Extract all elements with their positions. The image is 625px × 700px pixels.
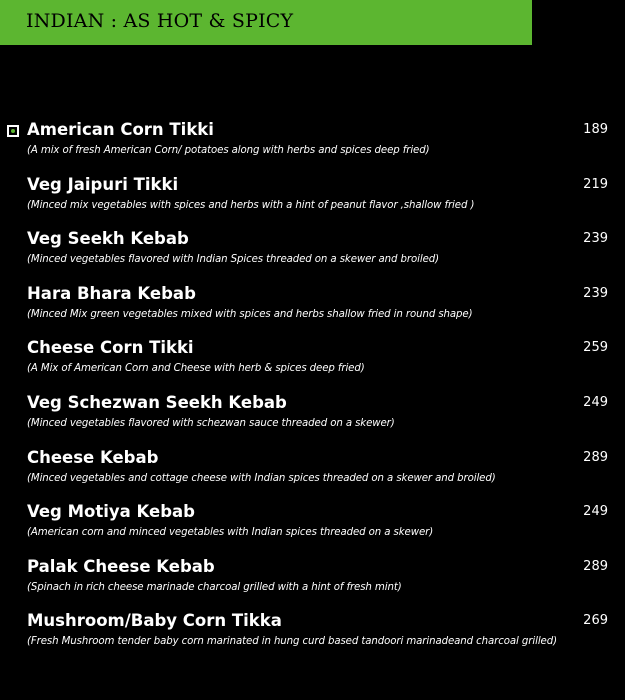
- menu-item-name: Mushroom/Baby Corn Tikka: [27, 611, 282, 631]
- menu-item-description: (Spinach in rich cheese marinade charcoal grilled with a hint of fresh mint): [27, 581, 402, 593]
- menu-item: [0, 501, 625, 556]
- menu-item: [0, 447, 625, 502]
- section-title: INDIAN : AS HOT & SPICY: [26, 10, 294, 32]
- menu-item: [0, 174, 625, 229]
- menu-item: [0, 610, 625, 665]
- menu-item-name: American Corn Tikki: [27, 120, 214, 139]
- menu-item-price: 189: [583, 122, 608, 137]
- menu-item-name: Veg Seekh Kebab: [27, 229, 189, 249]
- menu-item: [0, 556, 625, 611]
- menu-item-price: 289: [583, 449, 608, 465]
- menu-item-price: 269: [583, 613, 608, 629]
- menu-item: [0, 392, 625, 447]
- menu-item: [0, 283, 625, 338]
- menu-item-description: (Fresh Mushroom tender baby corn marinated in hung curd based tandoori marinadeand charcoal grilled): [27, 636, 557, 648]
- menu-item-name: Hara Bhara Kebab: [27, 283, 196, 303]
- menu-item-name: Veg Jaipuri Tikki: [27, 174, 179, 194]
- menu-item-name: Palak Cheese Kebab: [27, 556, 215, 576]
- menu-item-price: 249: [583, 504, 608, 520]
- menu-item: [0, 119, 625, 174]
- menu-item-price: 239: [583, 231, 608, 247]
- menu-item-description: (Minced Mix green vegetables mixed with spices and herbs shallow fried in round shape): [27, 308, 473, 320]
- menu-item-price: 239: [583, 285, 608, 301]
- menu-item-price: 259: [583, 340, 608, 356]
- menu-item: [0, 337, 625, 392]
- menu-item-name: Cheese Kebab: [27, 447, 159, 467]
- menu-item-price: 249: [583, 394, 608, 410]
- menu-item-name: Cheese Corn Tikki: [27, 338, 194, 358]
- menu-item-description: (Minced vegetables and cottage cheese with Indian spices threaded on a skewer and broiled): [27, 472, 496, 484]
- menu-item-name: Veg Motiya Kebab: [27, 502, 195, 522]
- menu-item-description: (Minced vegetables flavored with Indian Spices threaded on a skewer and broiled): [27, 254, 439, 266]
- menu-item-description: (Minced vegetables flavored with schezwan sauce threaded on a skewer): [27, 417, 395, 429]
- menu-item-description: (A mix of fresh American Corn/ potatoes along with herbs and spices deep fried): [27, 145, 430, 156]
- menu-item-name: Veg Schezwan Seekh Kebab: [27, 392, 287, 412]
- menu-item-description: (American corn and minced vegetables with Indian spices threaded on a skewer): [27, 527, 434, 539]
- menu-list: [0, 119, 625, 665]
- menu-item-description: (Minced mix vegetables with spices and herbs with a hint of peanut flavor ,shallow fried ): [27, 199, 475, 211]
- menu-item-price: 289: [583, 558, 608, 574]
- menu-item: [0, 228, 625, 283]
- menu-item-description: (A Mix of American Corn and Cheese with herb & spices deep fried): [27, 363, 365, 375]
- veg-marker-icon: [7, 125, 19, 137]
- menu-item-price: 219: [583, 176, 608, 192]
- section-header-bar: [0, 0, 532, 45]
